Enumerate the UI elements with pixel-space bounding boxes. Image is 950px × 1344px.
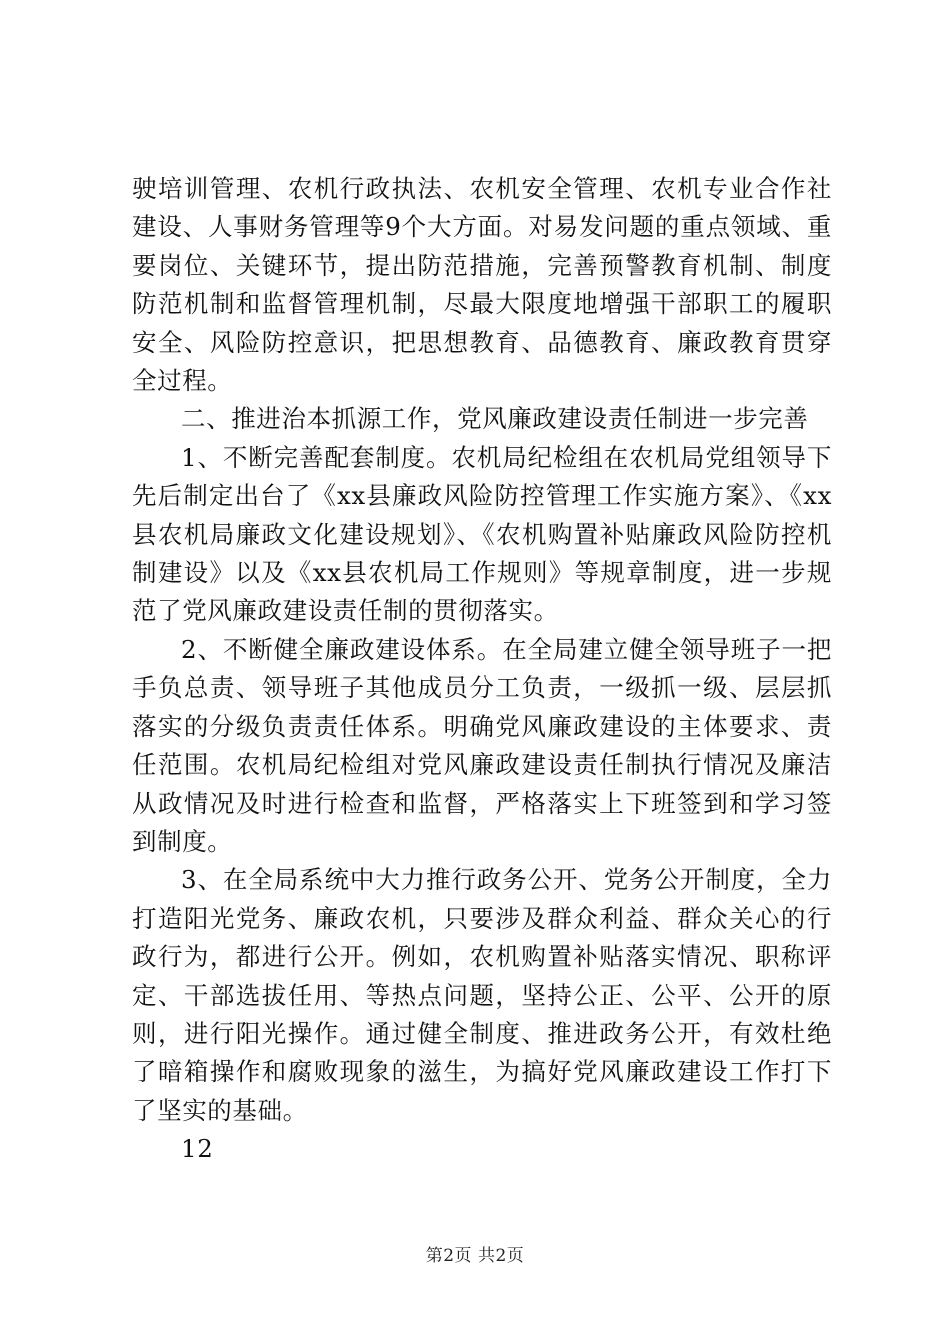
- document-body: [132, 170, 832, 1169]
- paragraph-continuation: 驶培训管理、农机行政执法、农机安全管理、农机专业合作社建设、人事财务管理等9个大方面。对易发问题的重点领域、重要岗位、关键环节，提出防范措施，完善预警教育机制、制度防范机制和监督管理机制，尽最大限度地增强干部职工的履职安全、风险防控意识，把思想教育、品德教育、廉政教育贯穿全过程。: [132, 174, 832, 396]
- page-footer: 第2页 共2页: [425, 1246, 525, 1266]
- paragraph-item-3: 3、在全局系统中大力推行政务公开、党务公开制度，全力打造阳光党务、廉政农机，只要涉及群众利益、群众关心的行政行为，都进行公开。例如，农机购置补贴落实情况、职称评定、干部选拔任用、等热点问题，坚持公正、公平、公开的原则，进行阳光操作。通过健全制度、推进政务公开，有效杜绝了暗箱操作和腐败现象的滋生，为搞好党风廉政建设工作打下了坚实的基础。: [132, 865, 832, 1125]
- paragraph-item-2: 2、不断健全廉政建设体系。在全局建立健全领导班子一把手负总责、领导班子其他成员分工负责，一级抓一级、层层抓落实的分级负责责任体系。明确党风廉政建设的主体要求、责任范围。农机局纪检组对党风廉政建设责任制执行情况及廉洁从政情况及时进行检查和监督，严格落实上下班签到和学习签到制度。: [132, 634, 832, 856]
- paragraph-trailing-number: 12: [181, 1134, 214, 1164]
- section-heading: 二、推进治本抓源工作，党风廉政建设责任制进一步完善: [181, 404, 809, 434]
- paragraph-item-1: 1、不断完善配套制度。农机局纪检组在农机局党组领导下先后制定出台了《xx县廉政风险防控管理工作实施方案》、《xx县农机局廉政文化建设规划》、《农机购置补贴廉政风险防控机制建设》以及《xx县农机局工作规则》等规章制度，进一步规范了党风廉政建设责任制的贯彻落实。: [132, 442, 832, 626]
